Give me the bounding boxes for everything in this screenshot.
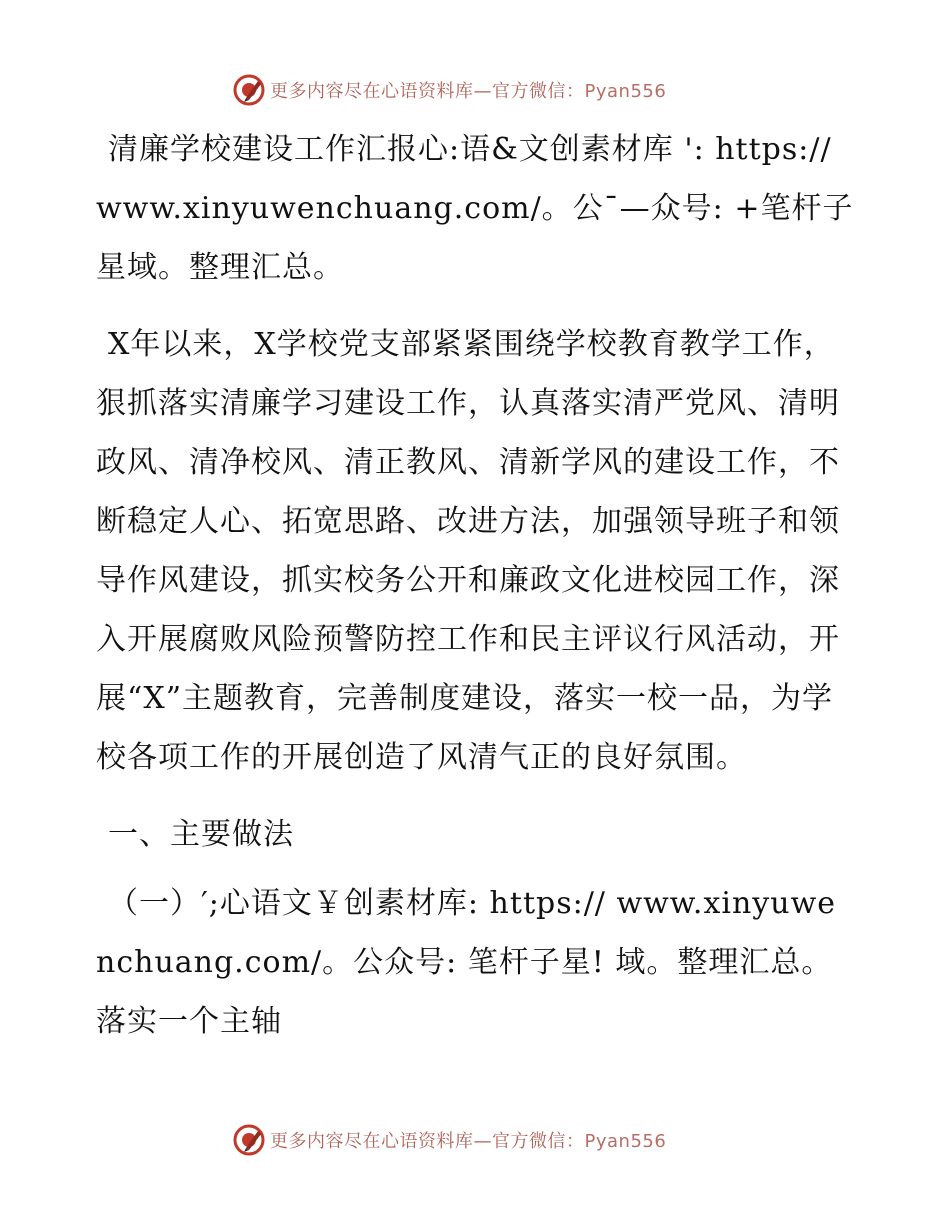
footer-watermark (232, 1120, 666, 1160)
header-watermark (232, 70, 666, 110)
intro-paragraph: X年以来，X学校党支部紧紧围绕学校教育教学工作，狠抓落实清廉学习建设工作，认真落实清严党风、清明政风、清净校风、清正教风、清新学风的建设工作，不断稳定人心、拓宽思路、改进方法，加强领导班子和领导作风建设，抓实校务公开和廉政文化进校园工作，深入开展腐败风险预警防控工作和民主评议行风活动，开展“X”主题教育，完善制度建设，落实一校一品，为学校各项工作的开展创造了风清气正的良好氛围。 (96, 327, 840, 775)
watermark-text: 更多内容尽在心语资料库—官方微信：Pyan556 (270, 81, 667, 102)
pen-logo-icon (232, 1123, 266, 1157)
document-title: 清廉学校建设工作汇报心:语&文创素材库 ': https://www.xinyuwenchuang.com/。公¯—众号: +笔杆子星域。整理汇总。 (96, 132, 854, 285)
section-heading: 一、主要做法 (108, 817, 294, 852)
subsection-heading: （一）′;心语文￥创素材库: https:// www.xinyuwenchuang.com/。公众号: 笔杆子星! 域。整理汇总。落实一个主轴 (96, 886, 837, 1039)
document-body (96, 120, 856, 1063)
pen-logo-icon (232, 73, 266, 107)
watermark-text: 更多内容尽在心语资料库—官方微信：Pyan556 (270, 1131, 667, 1152)
